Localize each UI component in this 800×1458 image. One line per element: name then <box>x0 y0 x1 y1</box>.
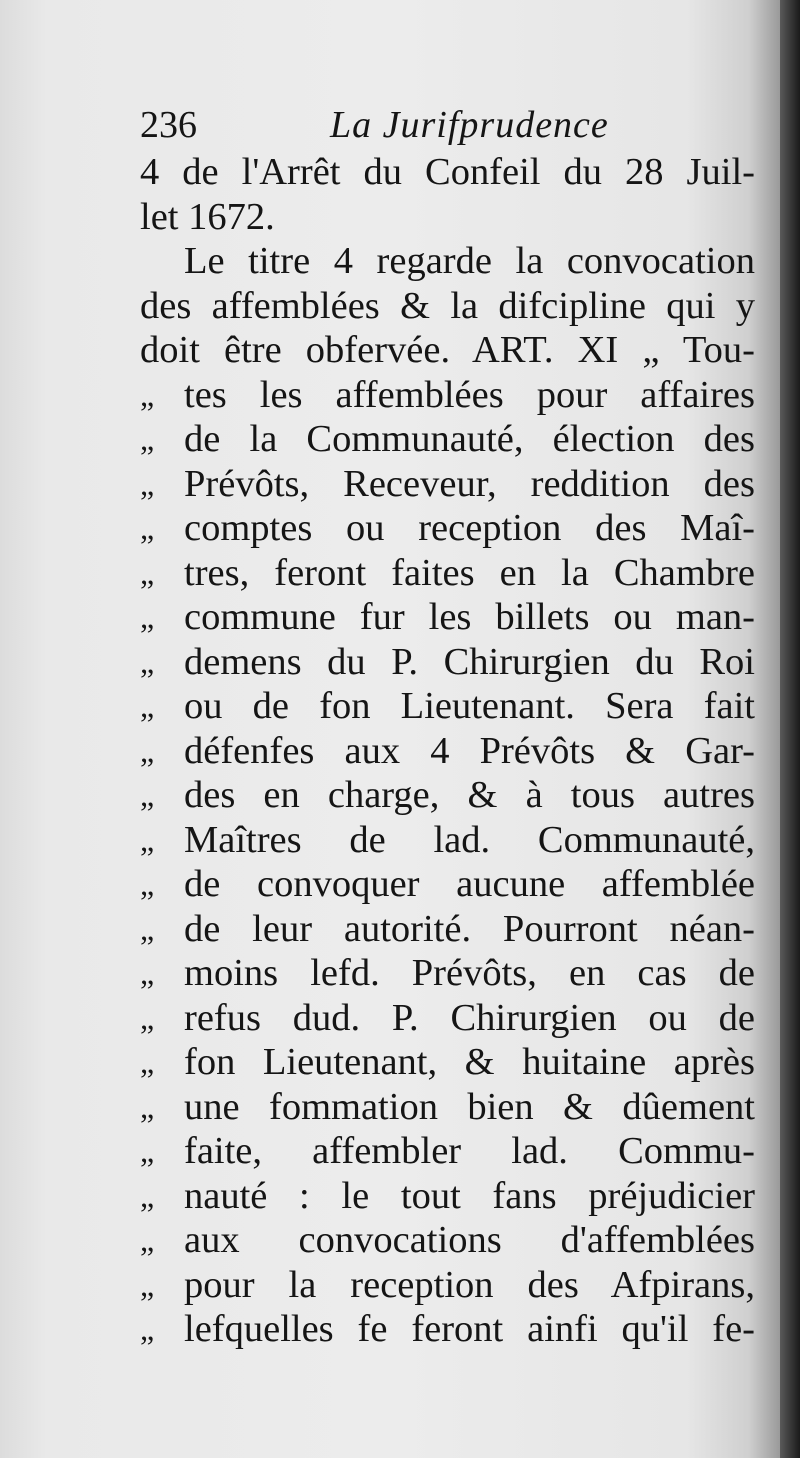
line-text: commune fur les billets ou man- <box>184 596 755 638</box>
quote-mark: „ <box>140 955 155 991</box>
line-text: Maîtres de lad. Communauté, <box>184 818 755 861</box>
text-line <box>140 951 755 996</box>
text-line <box>140 417 755 462</box>
quote-mark: „ <box>140 777 155 813</box>
quote-mark: „ <box>140 866 155 902</box>
line-text: demens du P. Chirurgien du Roi <box>184 640 755 683</box>
quote-mark: „ <box>140 1088 155 1125</box>
page-content <box>140 100 755 1352</box>
quote-mark: „ <box>140 1177 155 1214</box>
line-text: refus dud. P. Chirurgien ou de <box>184 996 755 1039</box>
text-line: 4 de l'Arrêt du Confeil du 28 Juil- <box>140 151 755 193</box>
text-line <box>140 1307 755 1352</box>
text-line <box>140 1218 755 1263</box>
text-line <box>140 506 755 551</box>
page-number: 236 <box>140 104 197 146</box>
quote-mark: „ <box>140 1044 155 1080</box>
line-text: nauté : le tout fans préjudicier <box>184 1174 755 1217</box>
quote-mark: „ <box>140 510 155 546</box>
text-line <box>140 684 755 729</box>
line-text: ou de fon Lieutenant. Sera fait <box>184 685 755 727</box>
text-line <box>140 1263 755 1308</box>
quote-mark: „ <box>140 643 155 680</box>
line-text: Prévôts, Receveur, reddition des <box>184 462 755 505</box>
text-body <box>140 150 755 1352</box>
text-line <box>140 1174 755 1219</box>
quote-mark: „ <box>140 421 155 457</box>
quote-mark: „ <box>140 1133 155 1169</box>
line-text: aux convocations d'affemblées <box>184 1219 755 1261</box>
text-line <box>140 773 755 818</box>
text-line <box>140 862 755 907</box>
text-line: Le titre 4 regarde la convocation <box>184 240 755 282</box>
text-line <box>140 996 755 1041</box>
running-title: La Jurifprudence <box>330 104 609 146</box>
quote-mark: „ <box>140 910 155 947</box>
text-line <box>140 818 755 863</box>
text-line: des affemblées & la difcipline qui y <box>140 284 755 327</box>
text-line: doit être obfervée. ART. XI „ Tou- <box>140 329 755 371</box>
line-text: lefquelles fe feront ainfi qu'il fe- <box>184 1308 755 1350</box>
text-line: let 1672. <box>140 195 275 238</box>
text-line <box>140 1085 755 1130</box>
quote-mark: „ <box>140 1222 155 1258</box>
page-edge-shadow <box>780 0 800 1458</box>
line-text: faite, affembler lad. Commu- <box>184 1130 755 1172</box>
quote-mark: „ <box>140 821 155 858</box>
text-line <box>140 1129 755 1174</box>
line-text: tres, feront faites en la Chambre <box>184 551 755 594</box>
quote-mark: „ <box>140 376 155 413</box>
quote-mark: „ <box>140 1266 155 1303</box>
line-text: des en charge, & à tous autres <box>184 774 755 816</box>
line-text: tes les affemblées pour affaires <box>184 373 755 416</box>
line-text: de la Communauté, élection des <box>184 418 755 460</box>
text-line <box>140 373 755 418</box>
page-header <box>140 100 755 150</box>
line-text: défenfes aux 4 Prévôts & Gar- <box>184 729 755 772</box>
text-line <box>140 640 755 685</box>
text-line <box>140 729 755 774</box>
text-line <box>140 595 755 640</box>
line-text: comptes ou reception des Maî- <box>184 507 755 549</box>
line-text: de leur autorité. Pourront néan- <box>184 907 755 950</box>
quote-mark: „ <box>140 599 155 635</box>
text-line <box>140 462 755 507</box>
line-text: de convoquer aucune affemblée <box>184 863 755 905</box>
quote-mark: „ <box>140 688 155 724</box>
line-text: pour la reception des Afpirans, <box>184 1263 755 1306</box>
line-text: moins lefd. Prévôts, en cas de <box>184 952 755 994</box>
text-line <box>140 1040 755 1085</box>
quote-mark: „ <box>140 999 155 1036</box>
text-line <box>140 907 755 952</box>
line-text: fon Lieutenant, & huitaine après <box>184 1041 755 1083</box>
quote-mark: „ <box>140 732 155 769</box>
quote-mark: „ <box>140 554 155 591</box>
quote-mark: „ <box>140 1311 155 1347</box>
quote-mark: „ <box>140 465 155 502</box>
text-line <box>140 551 755 596</box>
line-text: une fommation bien & dûement <box>184 1085 755 1128</box>
